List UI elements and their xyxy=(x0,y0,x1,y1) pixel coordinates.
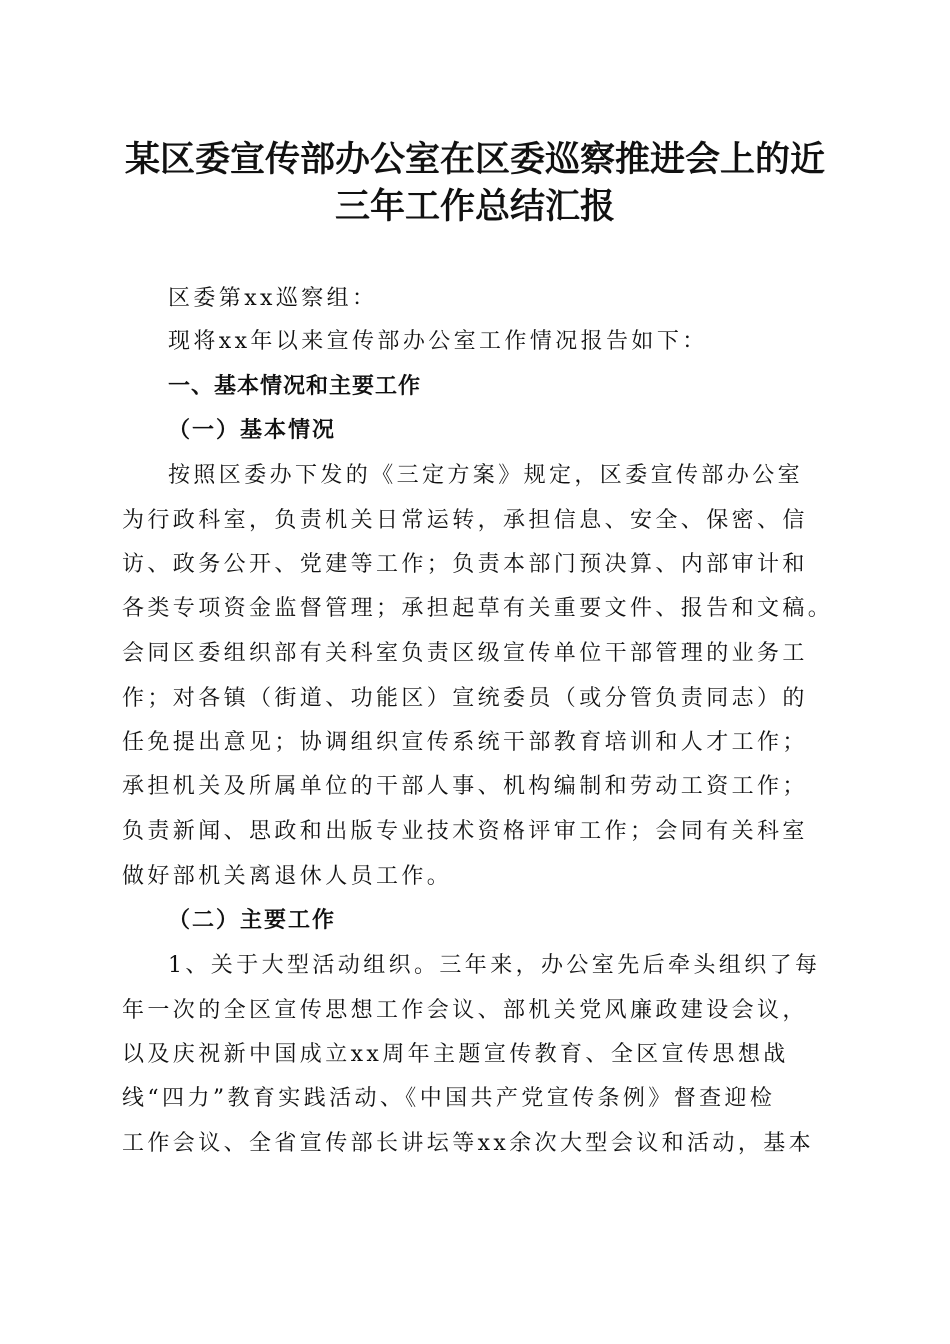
paragraph-line: 为行政科室，负责机关日常运转，承担信息、安全、保密、信 xyxy=(122,508,808,533)
document-title-line-2: 三年工作总结汇报 xyxy=(334,186,615,227)
paragraph-line: 以及庆祝新中国成立xx周年主题宣传教育、全区宣传思想战 xyxy=(122,1042,789,1067)
subsection-heading-basic: （一）基本情况 xyxy=(168,418,337,443)
intro-paragraph: 现将xx年以来宣传部办公室工作情况报告如下： xyxy=(168,329,708,354)
salutation: 区委第xx巡察组： xyxy=(168,286,378,311)
section-heading-1: 一、基本情况和主要工作 xyxy=(168,374,422,399)
paragraph-line: 1、关于大型活动组织。三年来，办公室先后牵头组织了每 xyxy=(168,953,821,978)
paragraph-line: 做好部机关离退休人员工作。 xyxy=(122,864,453,889)
paragraph-line: 各类专项资金监督管理；承担起草有关重要文件、报告和文稿。 xyxy=(122,596,834,621)
subsection-heading-main-work: （二）主要工作 xyxy=(168,908,337,933)
document-title-line-1: 某区委宣传部办公室在区委巡察推进会上的近 xyxy=(124,139,825,180)
paragraph-line: 作；对各镇（街道、功能区）宣统委员（或分管负责同志）的 xyxy=(122,686,808,711)
paragraph-line: 年一次的全区宣传思想工作会议、部机关党风廉政建设会议， xyxy=(122,998,808,1023)
paragraph-line: 工作会议、全省宣传部长讲坛等xx余次大型会议和活动，基本 xyxy=(122,1131,815,1156)
paragraph-line: 访、政务公开、党建等工作；负责本部门预决算、内部审计和 xyxy=(122,552,808,577)
paragraph-line: 会同区委组织部有关科室负责区级宣传单位干部管理的业务工 xyxy=(122,641,808,666)
paragraph-line: 承担机关及所属单位的干部人事、机构编制和劳动工资工作； xyxy=(122,774,808,799)
paragraph-line: 负责新闻、思政和出版专业技术资格评审工作；会同有关科室 xyxy=(122,819,808,844)
paragraph-line: 线“四力”教育实践活动、《中国共产党宣传条例》督查迎检 xyxy=(122,1086,776,1111)
paragraph-line: 按照区委办下发的《三定方案》规定，区委宣传部办公室 xyxy=(168,463,804,488)
paragraph-line: 任免提出意见；协调组织宣传系统干部教育培训和人才工作； xyxy=(122,730,808,755)
